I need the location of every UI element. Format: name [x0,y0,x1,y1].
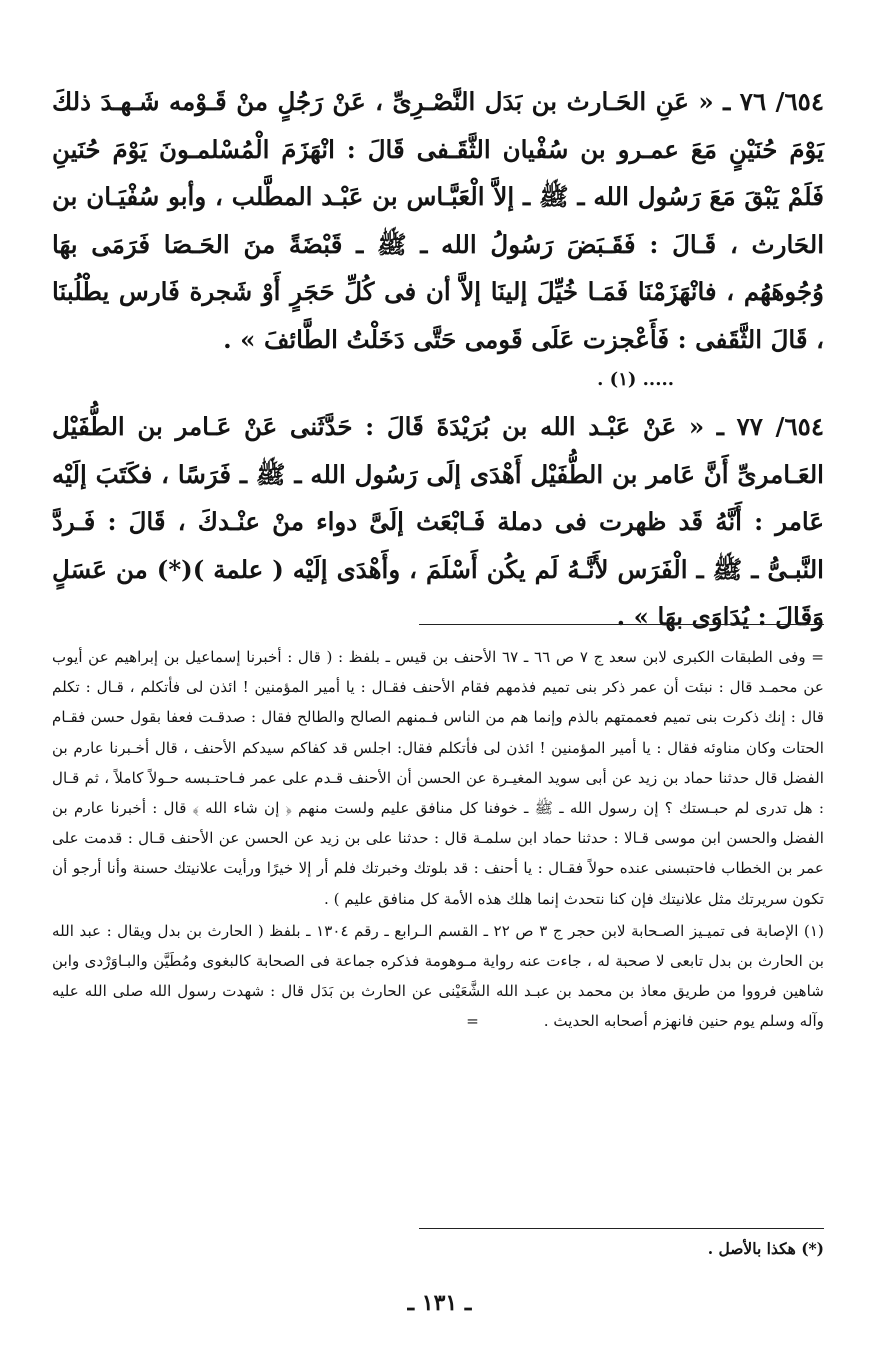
page-number: ـ ١٣١ ـ [407,1290,472,1316]
footnote-1-text: (١) الإصابة فى تميـيز الصـحابة لابن حجر ج ٣ ص ٢٢ ـ القسم الـرابع ـ رقم ١٣٠٤ ـ بلفظ ( الحارث بن بدل ويقال : عبد الله بن الحارث بن بدل تابعى لا صحبة له ، جاءت عنه رواية مـوهومة فذكره جماعة فى الصحابة كالبغوى ومُطَيَّن والبـاوَرْدى وابن شاهين فرووا من طريق معاذ بن محمد بن عبـد الله الشَّعَيْنى عن الحارث بن بَدَل قال : شهدت رسول الله صلى الله عليه وآله وسلم يوم حنين فانهزم أصحابه الحديث . [52,921,824,1031]
footnote-reference-dots: ..... (١) . [597,369,674,390]
star-note: (*) هكذا بالأصل . [707,1239,824,1258]
hadith-76-number: ٦٥٤/ ٧٦ [739,87,824,116]
hadith-77-number: ٦٥٤/ ٧٧ [736,412,824,441]
footnote-1-continues-mark: = [466,1012,479,1031]
star-note-separator [419,1228,824,1229]
footnotes [52,642,824,1037]
hadith-77 [52,403,824,641]
hadith-77-text: ـ « عَنْ عَبْـد الله بن بُرَيْدَةَ قَالَ : حَدَّثَنى عَنْ عَـامر بن الطُّفَيْل العَـامرىِّ أَنَّ عَامر بن الطُّفَيْل أَهْدَى إلَى رَسُول الله ـ ﷺ ـ فَرَسًا ، فكَتَبَ إلَيْه عَامر : أَنَّهُ قَد ظهرت فى دملة فَـابْعَث إلَىَّ دواء منْ عنْـدكَ ، قَالَ : فَـردَّ النَّبـىُّ ـ ﷺ ـ الْفَرَس لأَنَّـهُ لَم يكُن أَسْلَمَ ، وأَهْدَى إلَيْه ( علمة )(*) من عَسَلٍ وَقَالَ : يُدَاوَى بهَا » . [52,412,824,631]
footnote-continuation: = وفى الطبقات الكبرى لابن سعد ج ٧ ص ٦٦ ـ ٦٧ الأحنف بن قيس ـ بلفظ : ( قال : أخبرنا إسماعيل بن إبراهيم عن أيوب عن محمـد قال : نبئت أن عمر ذكر بنى تميم فذمهم فقام الأحنف فقـال : يا أمير المؤمنين ! ائذن لى فأتكلم ، قـال : تكلم قال : إنك ذكرت بنى تميم فعممتهم بالذم وإنما هم من الناس فـمنهم الصالح والطالح فقال : صدقـت فعفا بقول حسن فقـام الحتات وكان مناوئه فقال : يا أمير المؤمنين ! ائذن لى فأتكلم فقال: اجلس قد كفاكم سيدكم الأحنف ، قال أخـبرنا عارم بن الفضل قال حدثنا حماد بن زيد عن أبى سويد المغيـرة عن الحسن أن الأحنف قـدم على عمر فـاحتـبسه حـولاً كاملاً ، ثم قـال : هل تدرى لم حبـستك ؟ إن رسول الله ـ ﷺ ـ خوفنا كل منافق عليم ولست منهم ﴿ إن شاء الله ﴾ قال : أخبرنا عارم بن الفضل والحسن ابن موسى قـالا : حدثنا حماد ابن سلمـة قال : حدثنا على بن زيد عن الحسن عن الأحنف قـال : قدمت على عمر بن الخطاب فاحتبسنى عنده حولاً فقـال : يا أحنف : قد بلوتك وخبرتك فلم أر إلا خيرًا ورأيت علانيتك حسنة وأنا أرجو أن تكون سريرتك مثل علانيتك فإن كنا نتحدث إنما هلك هذه الأمة كل منافق عليم ) . [52,648,824,908]
main-text [52,78,824,641]
hadith-76-text: ـ « عَنِ الحَـارث بن بَدَل النَّصْـرِىِّ ، عَنْ رَجُلٍ منْ قَـوْمه شَـهـدَ ذلكَ يَوْمَ حُنَيْنٍ مَعَ عمـرو بن سُفْيان الثَّقَـفى قَالَ : انْهَزَمَ الْمُسْلمـونَ يَوْمَ حُنَينِ فَلَمْ يَبْقَ مَعَ رَسُول الله ـ ﷺ ـ إلاَّ الْعَبَّـاس بن عَبْـد المطَّلب ، وأبو سُفْيَـان بن الحَارث ، قَـالَ : فَقَـبَضَ رَسُولُ الله ـ ﷺ ـ قَبْضَةً منَ الحَـصَا فَرَمَى بهَا وُجُوهَهُم ، فانْهَزَمْنَا فَمَـا خُيِّلَ إلينَا إلاَّ أن فى كُلِّ حَجَرٍ أَوْ شَجرة فَارس يطْلُبنَا ، قَالَ الثَّقَفى : فَأَعْجزت عَلَى قَومى حَتَّى دَخَلْتُ الطَّائفَ » . [52,87,824,354]
hadith-76 [52,78,824,363]
footnote-separator [419,624,824,625]
footnote-1 [52,916,824,1037]
